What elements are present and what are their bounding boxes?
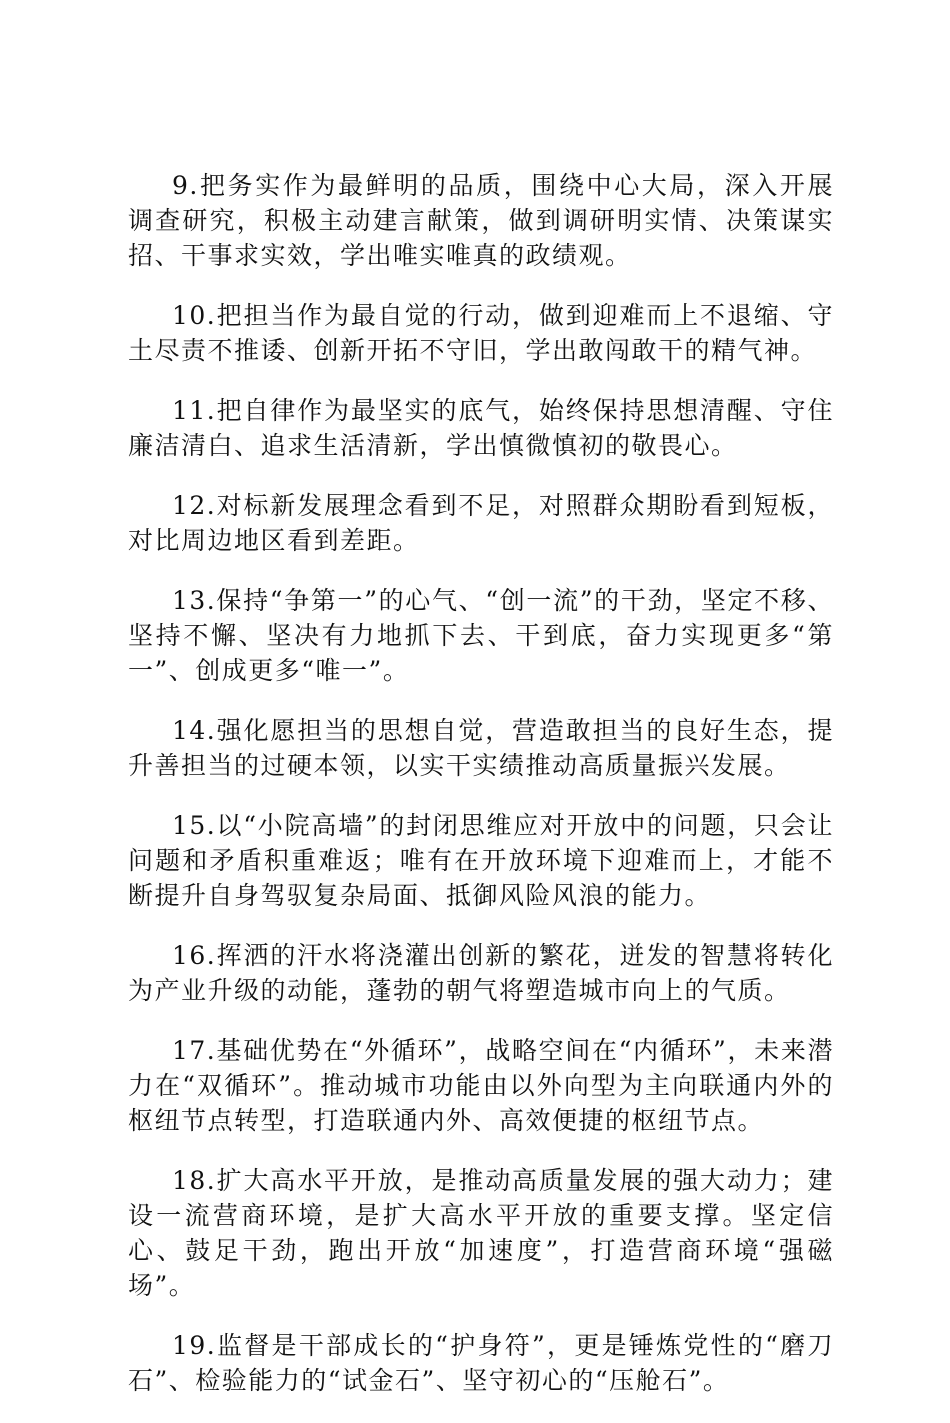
paragraph-12: 12.对标新发展理念看到不足，对照群众期盼看到短板，对比周边地区看到差距。: [128, 491, 834, 555]
paragraph-17: 17.基础优势在“外循环”，战略空间在“内循环”，未来潜力在“双循环”。推动城市功能由以外向型为主向联通内外的枢纽节点转型，打造联通内外、高效便捷的枢纽节点。: [128, 1036, 834, 1135]
paragraph-11: 11.把自律作为最坚实的底气，始终保持思想清醒、守住廉洁清白、追求生活清新，学出慎微慎初的敬畏心。: [128, 396, 834, 460]
paragraph-14: 14.强化愿担当的思想自觉，营造敢担当的良好生态，提升善担当的过硬本领，以实干实绩推动高质量振兴发展。: [128, 716, 834, 780]
paragraph-10: 10.把担当作为最自觉的行动，做到迎难而上不退缩、守土尽责不推诿、创新开拓不守旧，学出敢闯敢干的精气神。: [128, 301, 834, 365]
paragraph-13: 13.保持“争第一”的心气、“创一流”的干劲，坚定不移、坚持不懈、坚决有力地抓下去、干到底，奋力实现更多“第一”、创成更多“唯一”。: [128, 586, 834, 685]
paragraph-19: 19.监督是干部成长的“护身符”，更是锤炼党性的“磨刀石”、检验能力的“试金石”、坚守初心的“压舱石”。: [128, 1331, 834, 1395]
paragraph-9: 9.把务实作为最鲜明的品质，围绕中心大局，深入开展调查研究，积极主动建言献策，做到调研明实情、决策谋实招、干事求实效，学出唯实唯真的政绩观。: [128, 171, 834, 270]
document-body: [128, 168, 834, 1423]
paragraph-15: 15.以“小院高墙”的封闭思维应对开放中的问题，只会让问题和矛盾积重难返；唯有在开放环境下迎难而上，才能不断提升自身驾驭复杂局面、抵御风险风浪的能力。: [128, 811, 834, 910]
paragraph-18: 18.扩大高水平开放，是推动高质量发展的强大动力；建设一流营商环境，是扩大高水平开放的重要支撑。坚定信心、鼓足干劲，跑出开放“加速度”，打造营商环境“强磁场”。: [128, 1166, 834, 1300]
paragraph-16: 16.挥洒的汗水将浇灌出创新的繁花，迸发的智慧将转化为产业升级的动能，蓬勃的朝气将塑造城市向上的气质。: [128, 941, 834, 1005]
